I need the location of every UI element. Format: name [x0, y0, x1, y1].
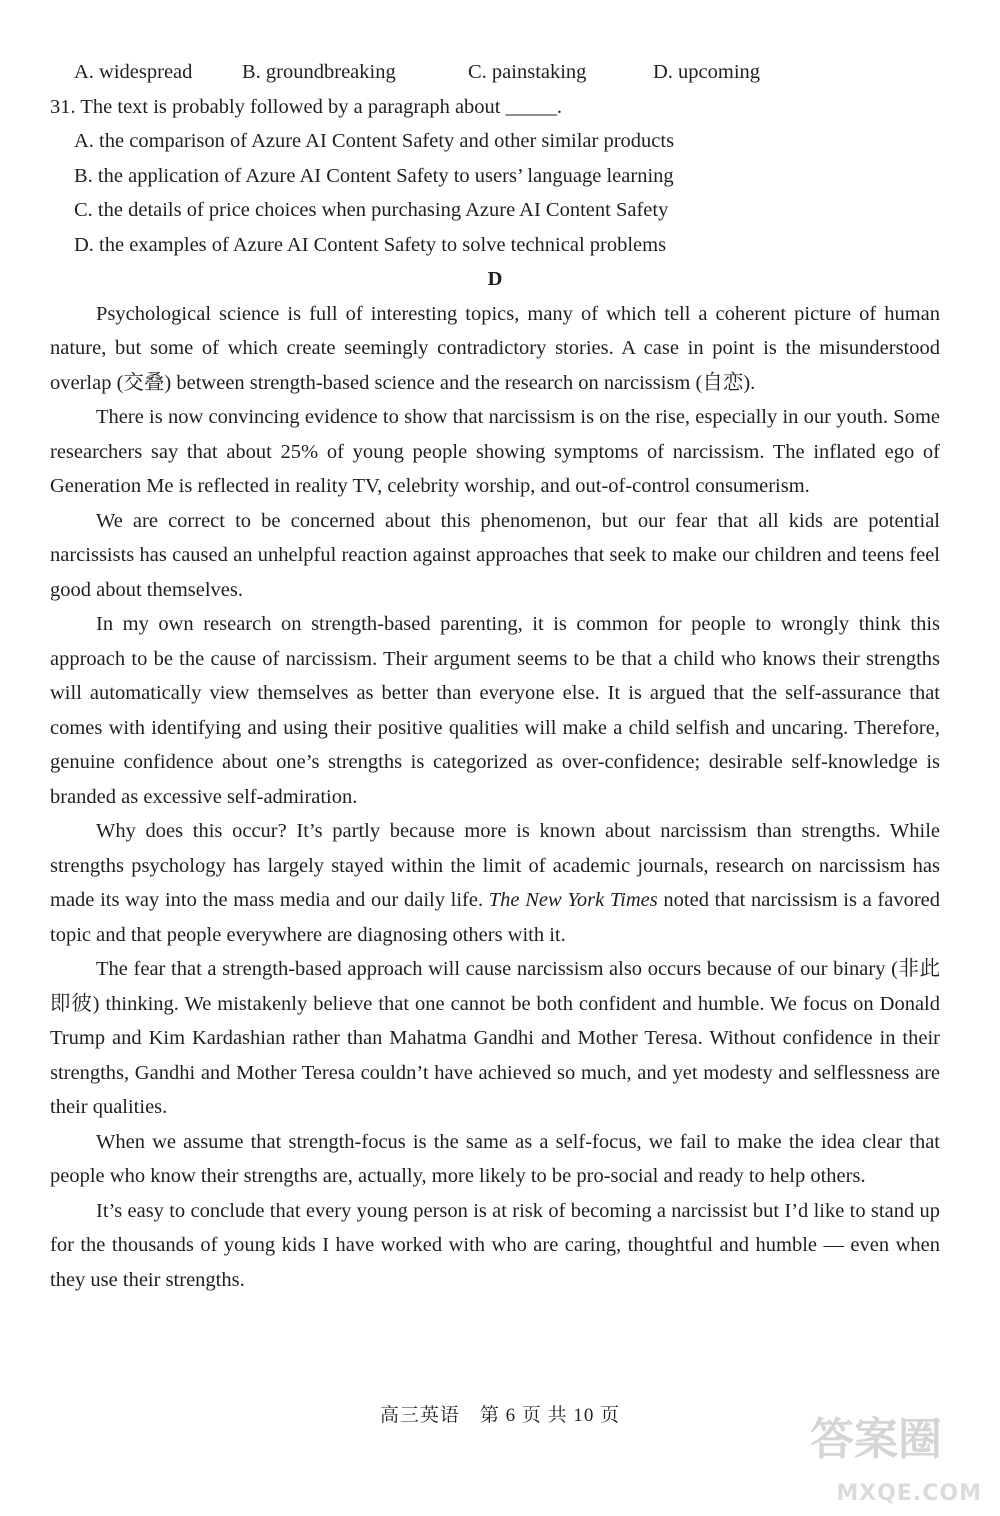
passage-paragraph-2: There is now convincing evidence to show that narcissism is on the rise, especially in our youth. Some researchers say that about 25% of young people showing symptoms of narcissism. The inflated ego of Generation Me is reflected in reality TV, celebrity worship, and out-of-control consumerism.	[50, 406, 940, 497]
passage-paragraph-5	[50, 814, 940, 952]
passage-paragraph-3: We are correct to be concerned about this phenomenon, but our fear that all kids are potential narcissists has caused an unhelpful reaction against approaches that seek to make our children and teens feel good about themselves.	[50, 509, 940, 601]
passage-paragraph-1: Psychological science is full of interesting topics, many of which tell a coherent picture of human nature, but some of which create seemingly contradictory stories. A case in point is the misunderstood overlap (交叠) between strength-based science and the research on narcissism (自恋).	[50, 302, 940, 394]
answer-circle-logo-icon	[802, 1396, 982, 1476]
q30-options	[50, 55, 940, 90]
passage-title: D	[487, 268, 503, 290]
passage-paragraph-4: In my own research on strength-based parenting, it is common for people to wrongly think this approach to be the cause of narcissism. Their argument seems to be that a child who knows their strengths will automatically view themselves as better than everyone else. It is argued that the self-assurance that comes with identifying and using their positive qualities will make a child selfish and uncaring. Therefore, genuine confidence about one’s strengths is categorized as over-confidence; desirable self-knowledge is branded as excessive self-admiration.	[50, 613, 940, 808]
newspaper-title: The New York Times	[488, 889, 658, 911]
q31-stem: 31. The text is probably followed by a paragraph about _____.	[50, 95, 562, 118]
q30-option-b: B. groundbreaking	[242, 61, 396, 83]
watermark-site: MXQE.COM	[836, 1481, 982, 1506]
passage-paragraph-6: The fear that a strength-based approach will cause narcissism also occurs because of our binary (非此即彼) thinking. We mistakenly believe that one cannot be both confident and humble. We focus on Donald Trump and Kim Kardashian rather than Mahatma Gandhi and Mother Teresa. Without confidence in their strengths, Gandhi and Mother Teresa couldn’t have achieved so much, and yet modesty and selflessness are their qualities.	[50, 958, 940, 1118]
watermark-logo-text: 答案圈	[810, 1414, 942, 1465]
exam-page	[50, 55, 940, 1297]
q30-option-a: A. widespread	[74, 61, 193, 83]
q31-option-a: A. the comparison of Azure AI Content Safety and other similar products	[74, 130, 675, 152]
q30-option-c: C. painstaking	[468, 61, 587, 83]
q31-option-c: C. the details of price choices when purchasing Azure AI Content Safety	[74, 199, 669, 221]
q31-option-b: B. the application of Azure AI Content Safety to users’ language learning	[74, 164, 674, 187]
passage-paragraph-8: It’s easy to conclude that every young person is at risk of becoming a narcissist but I’d like to stand up for the thousands of young kids I have worked with who are caring, thoughtful and humble — even when they use their strengths.	[50, 1199, 940, 1291]
watermark-logo	[802, 1396, 982, 1506]
paragraph-5-text-before: Why does this occur? It’s partly because more is known about narcissism than strengths. While strengths psychology has largely stayed within the limit of academic journals, research on narcissism has made its way into the mass media and our daily life.	[50, 820, 940, 911]
paragraph-5-text-after: noted that narcissism is a favored topic and that people everywhere are diagnosing others with it.	[50, 889, 940, 946]
q30-option-d: D. upcoming	[653, 61, 761, 83]
page-footer: 高三英语 第 6 页 共 10 页	[379, 1405, 621, 1426]
passage-paragraph-7: When we assume that strength-focus is the same as a self-focus, we fail to make the idea clear that people who know their strengths are, actually, more likely to be pro-social and ready to help others.	[50, 1130, 940, 1187]
q31-option-d: D. the examples of Azure AI Content Safety to solve technical problems	[74, 233, 667, 256]
